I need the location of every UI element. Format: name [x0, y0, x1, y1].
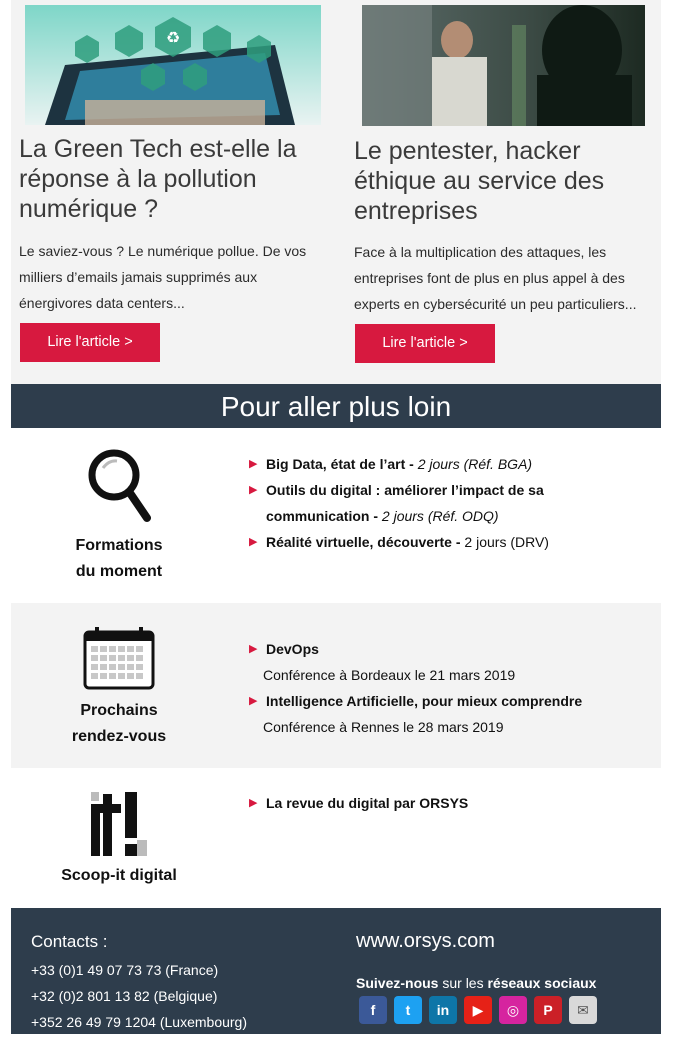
scoopit-logo-icon [91, 792, 147, 856]
list-item[interactable]: ▶ Réalité virtuelle, découverte - 2 jours (DRV) [249, 529, 649, 555]
facebook-icon[interactable]: f [359, 996, 387, 1024]
articles-section [11, 0, 661, 384]
youtube-icon[interactable]: ▶ [464, 996, 492, 1024]
formations-label: Formations du moment [75, 537, 163, 580]
website-link[interactable]: www.orsys.com [356, 930, 495, 952]
social-links [359, 996, 597, 1024]
events-block [11, 603, 661, 768]
events-label: Prochains rendez-vous [71, 702, 167, 745]
formations-list [249, 451, 649, 555]
section-title-pour-aller-plus-loin: Pour aller plus loin [11, 384, 661, 428]
linkedin-icon[interactable]: in [429, 996, 457, 1024]
follow-text: Suivez-nous sur les réseaux sociaux [356, 975, 597, 991]
magnifier-icon [87, 448, 153, 529]
scoopit-label: Scoop-it digital [61, 867, 177, 884]
list-item[interactable]: ▶ Outils du digital : améliorer l’impact de sa communication - 2 jours (Réf. ODQ) [249, 477, 649, 529]
list-item[interactable]: ▶ La revue du digital par ORSYS [249, 790, 649, 816]
article-title[interactable]: La Green Tech est-elle la réponse à la pollution numérique ? [19, 135, 297, 223]
arrow-icon: ▶ [249, 484, 258, 496]
arrow-icon: ▶ [249, 536, 258, 548]
read-article-button[interactable]: Lire l'article > [20, 323, 160, 362]
email-icon[interactable]: ✉ [569, 996, 597, 1024]
article-image-pentester[interactable] [362, 5, 645, 126]
phone-luxembourg[interactable]: +352 26 49 79 1204 (Luxembourg) [31, 1014, 247, 1030]
svg-text:♻: ♻ [165, 28, 181, 47]
pinterest-icon[interactable]: P [534, 996, 562, 1024]
footer [11, 908, 661, 1034]
arrow-icon: ▶ [249, 458, 258, 470]
scoopit-block [11, 768, 661, 908]
phone-france[interactable]: +33 (0)1 49 07 73 73 (France) [31, 962, 219, 978]
list-item[interactable]: ▶ Intelligence Artificielle, pour mieux comprendre Conférence à Rennes le 28 mars 2019 [249, 688, 649, 740]
scoopit-list [249, 790, 649, 816]
read-article-button[interactable]: Lire l'article > [355, 324, 495, 363]
list-item[interactable]: ▶ Big Data, état de l’art - 2 jours (Réf. BGA) [249, 451, 649, 477]
twitter-icon[interactable]: t [394, 996, 422, 1024]
arrow-icon: ▶ [249, 797, 258, 809]
article-excerpt: Face à la multiplication des attaques, les entreprises font de plus en plus appel à des experts en cybersécurité un peu particuliers... [354, 244, 637, 312]
article-excerpt: Le saviez-vous ? Le numérique pollue. De vos milliers d’emails jamais supprimés aux énergivores data centers... [19, 243, 307, 311]
list-item[interactable]: ▶ DevOps Conférence à Bordeaux le 21 mars 2019 [249, 636, 649, 688]
calendar-icon [83, 626, 155, 695]
contacts-title: Contacts : [31, 932, 108, 951]
arrow-icon: ▶ [249, 643, 258, 655]
article-image-green-tech[interactable] [25, 5, 321, 125]
arrow-icon: ▶ [249, 695, 258, 707]
events-list [249, 636, 649, 740]
instagram-icon[interactable]: ◎ [499, 996, 527, 1024]
phone-belgique[interactable]: +32 (0)2 801 13 82 (Belgique) [31, 988, 218, 1004]
article-title[interactable]: Le pentester, hacker éthique au service des entreprises [354, 137, 605, 225]
formations-block [11, 428, 661, 603]
